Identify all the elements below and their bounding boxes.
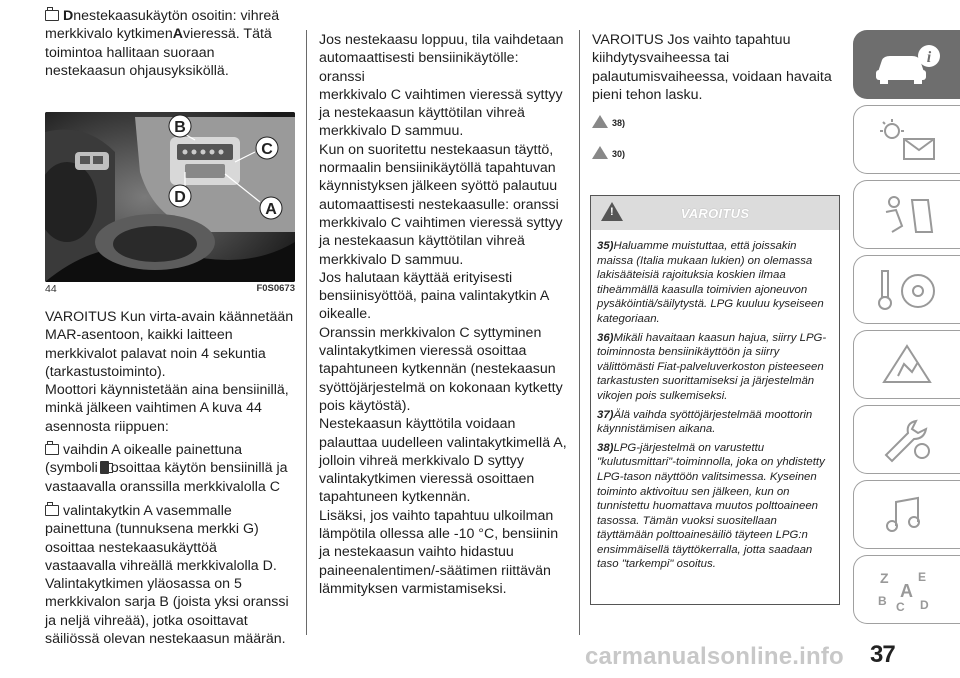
text-line: lämmityksen varmistamiseksi. bbox=[319, 580, 507, 597]
warning-triangle-icon bbox=[592, 115, 608, 128]
paragraph-varoitus-power bbox=[592, 31, 842, 104]
warning-triangle-icon bbox=[601, 202, 623, 221]
text-line: automaattisesti nestekaasulle: oranssi bbox=[319, 196, 559, 213]
intro-paragraph bbox=[45, 7, 295, 80]
tab-warning-lights[interactable] bbox=[853, 105, 960, 174]
text-line: MAR-asentoon, kaikki laitteen bbox=[45, 327, 233, 344]
text-line: merkkivalo D sammuu. bbox=[319, 251, 464, 268]
text-line: VAROITUS Jos vaihto tapahtuu bbox=[592, 32, 791, 48]
figure-44-photo bbox=[45, 112, 295, 282]
text-line: minkä jälkeen vaihtimen A kuva 44 bbox=[45, 400, 262, 417]
text-line: ja nestekaasun käyttötilan vihreä bbox=[319, 105, 525, 122]
svg-text:C: C bbox=[896, 599, 905, 613]
text-line: ja nestekaasun vaihto hidastuu bbox=[319, 544, 514, 561]
svg-text:D: D bbox=[920, 597, 929, 612]
warning-item-number: 38) bbox=[597, 441, 614, 454]
airbag-seat-icon bbox=[872, 192, 942, 238]
text: nestekaasukäytön osoitin: vihreä bbox=[73, 8, 280, 24]
warning-item bbox=[597, 441, 833, 572]
warning-item-text: Mikäli havaitaan kaasun hajua, siirry LPG-toiminnosta bensiinikäyttöön ja siirry välittömästi Fiat-palveluverkoston pisteeseen tarkastusten suorittamiseksi ja järjestelmän vikojen pois sulkemiseksi. bbox=[597, 331, 827, 402]
page-number: 37 bbox=[870, 641, 895, 668]
text: vieressä. Tätä bbox=[182, 26, 272, 43]
text-line: oikealle. bbox=[319, 306, 372, 323]
text-line: ja neljä vihreää), jotka osoittavat bbox=[45, 612, 248, 629]
tab-road-warning[interactable] bbox=[853, 330, 960, 399]
text-line: automaattisesti bensiinikäytölle: oranssi bbox=[319, 50, 519, 85]
warning-ref-38 bbox=[592, 115, 625, 128]
column-divider bbox=[306, 30, 307, 635]
warning-header bbox=[591, 196, 839, 230]
text-line: valintakytkin A vasemmalle bbox=[63, 502, 232, 519]
text-line: Lisäksi, jos vaihto tapahtuu ulkoilman bbox=[319, 507, 554, 524]
text-line: Jos nestekaasu loppuu, tila vaihdetaan bbox=[319, 32, 564, 48]
text-line: Nestekaasun käyttötila voidaan bbox=[319, 416, 516, 433]
text-line: pieni tehon lasku. bbox=[592, 86, 703, 103]
road-warning-icon bbox=[872, 342, 942, 388]
column-divider bbox=[579, 30, 580, 635]
key-steering-icon bbox=[872, 267, 942, 313]
text-line: Oranssin merkkivalon C syttyminen bbox=[319, 324, 542, 341]
text-line: Valintakytkimen yläosassa on 5 bbox=[45, 576, 242, 593]
svg-text:i: i bbox=[926, 48, 931, 66]
text-line: säiliössä olevan nestekaasun määrän. bbox=[45, 631, 286, 648]
text-line: palauttaa uudelleen valintakytkimellä A, bbox=[319, 434, 567, 451]
warning-item-text: Älä vaihda syöttöjärjestelmää moottorin käynnistämisen aikana. bbox=[597, 408, 813, 436]
text-line: merkkivalo C vaihtimen vieressä syttyy bbox=[319, 214, 563, 231]
warning-item-number: 35) bbox=[597, 240, 614, 252]
warning-item bbox=[597, 331, 833, 404]
column-2 bbox=[319, 31, 567, 598]
text-line: valintakytkimen vieressä osoittaen bbox=[319, 471, 535, 488]
text-line: tapahtuneen kytkennän. bbox=[319, 489, 471, 506]
text-line: merkkivalo C vaihtimen vieressä syttyy bbox=[319, 86, 563, 103]
warning-ref-30 bbox=[592, 146, 625, 159]
text-line: vaihdin A oikealle painettuna bbox=[63, 442, 243, 459]
svg-text:B: B bbox=[878, 593, 887, 608]
text-line: osoittaa nestekaasukäyttöä bbox=[45, 539, 217, 556]
tab-key-steering[interactable] bbox=[853, 255, 960, 324]
column-3 bbox=[592, 31, 842, 104]
callout-d bbox=[169, 185, 191, 207]
text-line: merkkivalo D sammuu. bbox=[319, 123, 464, 140]
text-line: paineenalentimen/-säätimen riittävän bbox=[319, 562, 551, 579]
paragraph-varoitus-mar bbox=[45, 308, 295, 436]
text-line: syöttöjärjestelmä on kokonaan kytketty bbox=[319, 379, 563, 396]
text-line: lämpötila ollessa alle -10 °C, bensiinin bbox=[319, 526, 559, 543]
wrench-service-icon bbox=[872, 417, 942, 463]
text-line: asennosta riippuen: bbox=[45, 418, 169, 435]
text-line: tapahtuneen kytkennän (nestekaasun bbox=[319, 361, 556, 378]
text: toimintoa hallitaan suoraan bbox=[45, 44, 215, 61]
bullet-icon bbox=[45, 505, 59, 516]
callout-c bbox=[256, 137, 278, 159]
warning-triangle-icon bbox=[592, 146, 608, 159]
svg-text:E: E bbox=[918, 569, 927, 584]
text-line: merkkivalot palavat noin 4 sekuntia bbox=[45, 345, 266, 362]
callout-label: B bbox=[174, 119, 186, 136]
bullet-petrol bbox=[45, 441, 295, 496]
column-2-paragraph bbox=[319, 31, 567, 598]
text-line: bensiinisyöttöä, paina valintakytkin A bbox=[319, 288, 550, 305]
tab-airbag-seat[interactable] bbox=[853, 180, 960, 249]
text-line: pois käytöstä). bbox=[319, 397, 411, 414]
column-1 bbox=[45, 7, 295, 80]
text-line: Jos halutaan käyttää erityisesti bbox=[319, 269, 513, 286]
text-line: (tarkastustoiminto). bbox=[45, 363, 166, 380]
warning-box bbox=[590, 195, 840, 605]
tab-car-info[interactable] bbox=[853, 30, 960, 99]
chapter-tabs bbox=[853, 30, 960, 630]
text-line: normaalin bensiinikäytöllä tapahtuvan bbox=[319, 160, 556, 177]
column-1-lower bbox=[45, 308, 295, 648]
callout-b bbox=[169, 115, 191, 137]
bullet-icon bbox=[45, 444, 59, 455]
text-line: Kun on suoritettu nestekaasun täyttö, bbox=[319, 141, 554, 158]
text-line: osoittaa käytön bensiinillä ja bbox=[110, 460, 288, 477]
ref-label: 30) bbox=[612, 149, 626, 159]
warning-item bbox=[597, 408, 833, 437]
figure-code: F0S0673 bbox=[256, 283, 295, 294]
text-line: kiihdytysvaiheessa tai bbox=[592, 50, 730, 67]
warning-lights-icon bbox=[872, 117, 942, 163]
text-line: valintakytkimen vieressä osoittaa bbox=[319, 343, 527, 360]
callout-label: A bbox=[265, 201, 277, 218]
callout-a bbox=[260, 197, 282, 219]
warning-title: VAROITUS bbox=[680, 205, 750, 221]
label-d: D bbox=[63, 8, 74, 24]
fuel-pump-icon bbox=[100, 461, 109, 474]
tab-wrench-service[interactable] bbox=[853, 405, 960, 474]
label-a: A bbox=[172, 26, 183, 43]
svg-text:A: A bbox=[900, 580, 913, 601]
car-info-icon bbox=[872, 42, 942, 88]
warning-item-text: Haluamme muistuttaa, että joissakin maissa (Italia mukaan lukien) on olemassa lakisääteisiä rajoituksia koskien ilmaa tiheämmällä kaasulla toimivien ajoneuvon pysäköintiä/säilytystä. LPG kuuluu kyseiseen kategoriaan. bbox=[597, 240, 824, 325]
text-line: Moottori käynnistetään aina bensiinillä, bbox=[45, 382, 289, 399]
tab-alphabet-index[interactable] bbox=[853, 555, 960, 624]
warning-body bbox=[591, 230, 839, 572]
text-line: (symboli bbox=[45, 460, 98, 477]
alphabet-index-icon bbox=[872, 567, 942, 613]
warning-item-text: LPG-järjestelmä on varustettu "kulutusmittari"-toiminnolla, joka on yhdistetty LPG-tason näyttöön valitsimessa. Kyseinen toiminto aktivoituu sen jälkeen, kun on tunnistettu huomattava muutos polttoaineen tasossa. Tämän vuoksi suositellaan täyttämään polttoainesäiliö täyteen LPG:n ensimmäisellä täyttökerralla, jotta saadaan taso "tarkempi" osoitus. bbox=[597, 441, 825, 571]
text-line: vastaavalla vihreällä merkkivalolla D. bbox=[45, 557, 277, 574]
ref-label: 38) bbox=[612, 118, 626, 128]
callout-label: D bbox=[174, 189, 186, 206]
text: merkkivalo kytkimen bbox=[45, 26, 173, 43]
text-line: painettuna (tunnuksena merkki G) bbox=[45, 521, 259, 538]
text-line: VAROITUS Kun virta-avain käännetään bbox=[45, 309, 294, 325]
multimedia-icon bbox=[872, 492, 942, 538]
bullet-lpg bbox=[45, 502, 295, 648]
watermark: carmanualsonline.info bbox=[585, 643, 844, 670]
warning-item bbox=[597, 239, 833, 327]
text-line: merkkivalon sarja B (joista yksi oranssi bbox=[45, 594, 289, 611]
text-line: käynnistyksen jälkeen syöttö palautuu bbox=[319, 178, 558, 195]
text: nestekaasun ohjausyksiköllä. bbox=[45, 62, 229, 79]
text-line: jolloin vihreä merkkivalo D syttyy bbox=[319, 452, 524, 469]
text-line: ja nestekaasun käyttötilan vihreä bbox=[319, 233, 525, 250]
callout-label: C bbox=[261, 141, 273, 158]
svg-text:Z: Z bbox=[880, 569, 889, 586]
text-line: palautumisvaiheessa, voidaan havaita bbox=[592, 68, 832, 85]
warning-item-number: 36) bbox=[597, 331, 614, 344]
figure-number: 44 bbox=[45, 283, 57, 295]
tab-multimedia[interactable] bbox=[853, 480, 960, 549]
text-line: vastaavalla oranssilla merkkivalolla C bbox=[45, 478, 280, 495]
figure-caption bbox=[45, 283, 295, 297]
warning-item-number: 37) bbox=[597, 408, 614, 421]
bullet-icon bbox=[45, 10, 59, 21]
